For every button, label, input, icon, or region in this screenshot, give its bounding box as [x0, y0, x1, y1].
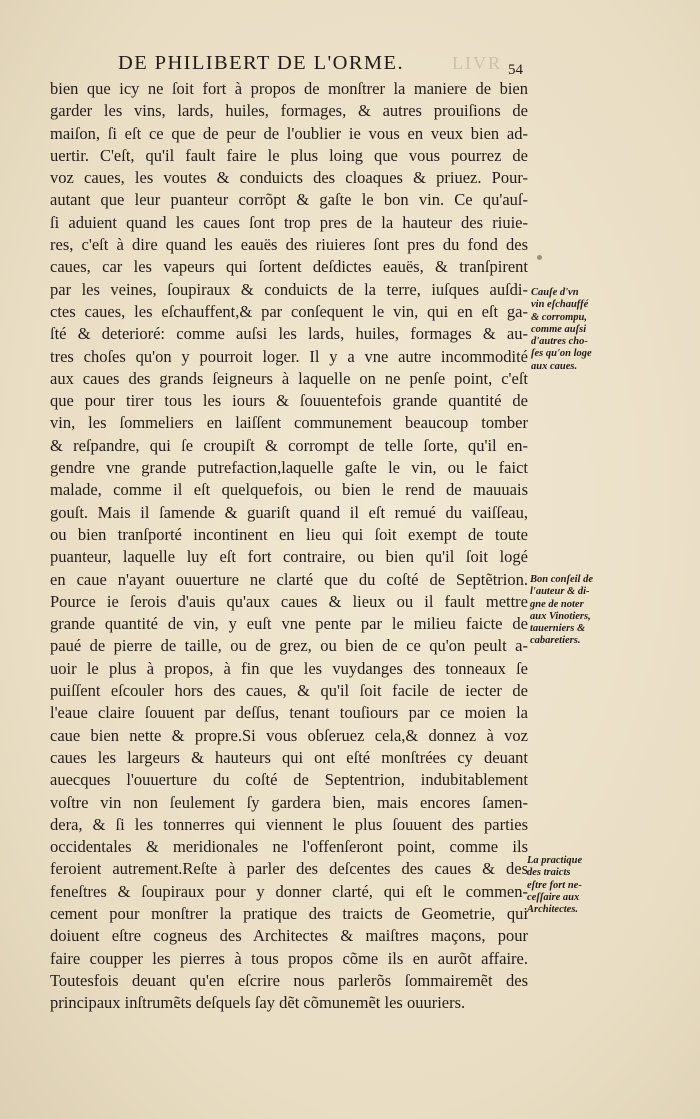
text-line: Toutesfois deuant qu'en eſcrire nous parlerõs ſommairemẽt des: [50, 970, 528, 990]
text-line: cement pour monſtrer la pratique des traicts de Geometrie, qui: [50, 903, 528, 923]
text-line: puiſſent eſcouler hors des caues, & qu'il ſoit facile de iecter de: [50, 681, 528, 701]
text-line: auecques l'ouuerture du coſté de Septentrion, indubitablement: [50, 770, 528, 790]
text-line: feroient autrement.Reſte à parler des deſcentes des caues & des: [50, 859, 528, 879]
text-line: gouſt. Mais il ſamende & guariſt quand il eſt remué du vaiſſeau,: [50, 502, 528, 522]
margin-note-line: eſtre fort ne-: [527, 879, 582, 891]
text-line: voſtre vin non ſeulement ſy gardera bien, mais encores ſamen-: [50, 792, 528, 812]
page-number: 54: [508, 62, 523, 78]
text-line: l'eaue claire ſouuent par deſſus, tenant touſiours par ce moien la: [50, 703, 528, 723]
text-line: garder les vins, lards, huiles, formages, & autres prouiſions de: [50, 101, 528, 121]
text-line: ſté & deterioré: comme auſsi les lards, huiles, formages & au-: [50, 324, 528, 344]
text-line: caue bien nette & propre.Si vous obſeruez cela,& donnez à voz: [50, 725, 528, 745]
margin-note-line: aux Vinotiers,: [530, 610, 591, 622]
bleed-through-text: LIVR: [452, 53, 502, 73]
text-line: grande quantité de vin, y euſt vne pente par le milieu faicte de: [50, 614, 528, 634]
text-line: res, c'eſt à dire quand les eauës des riuieres ſont pres du fond des: [50, 235, 528, 255]
text-line: malade, comme il eſt quelquefois, ou bien le rend de mauuais: [50, 480, 528, 500]
margin-note-line: gne de noter: [530, 598, 584, 610]
text-line: vin, les ſommeliers en laiſſent communement beaucoup tomber: [50, 413, 528, 433]
text-line: que pour tirer tous les iours & ſouuentefois grande quantité de: [50, 391, 528, 411]
text-line: occidentales & meridionales ne l'offenſeront point, comme ils: [50, 837, 528, 857]
text-line: feneſtres & ſoupiraux pour y donner clarté, qui eſt le commen-: [50, 881, 528, 901]
margin-note-line: tauerniers &: [530, 623, 586, 635]
text-line: uoir le plus à propos, à fin que les vuydanges des tonneaux ſe: [50, 658, 528, 678]
margin-note-line: vin eſchauffé: [531, 299, 589, 311]
text-line: caues les largeurs & hauteurs qui ont eſté monſtrées cy deuant: [50, 747, 528, 767]
text-line: doiuent eſtre cogneus des Architectes & maiſtres maçons, pour: [50, 926, 528, 946]
text-line: caues, car les vapeurs qui ſortent deſdictes eauës, & tranſpirent: [50, 257, 528, 277]
margin-note-line: La practique: [527, 855, 583, 866]
text-line: aux caues des grands ſeigneurs à laquelle on ne penſe point, c'eſt: [50, 368, 528, 388]
text-line: paué de pierre de taille, ou de grez, ou bien de ce qu'on peult a-: [50, 636, 528, 656]
margin-note-line: & corrompu,: [531, 311, 588, 323]
text-line: voz caues, les voutes & conduicts des cloaques & priuez. Pour-: [50, 168, 528, 188]
text-line: maiſon, ſi eſt ce que de peur de l'oublier ie vous en veux bien ad-: [50, 123, 528, 143]
text-line: ctes caues, les eſchauffent,& par conſequent le vin, qui en eſt ga-: [50, 301, 528, 321]
margin-note-line: Architectes.: [527, 904, 579, 916]
text-line: uertir. C'eſt, qu'il fault faire le plus loing que vous pourrez de: [50, 145, 528, 165]
text-line: tres choſes qu'on y pourroit loger. Il y a vne autre incommodité: [50, 346, 528, 366]
text-line: Pource ie ſerois d'auis qu'aux caues & lieux ou il fault mettre: [50, 591, 528, 611]
text-line: autant que leur puanteur corrõpt & gaſte le bon vin. Ce qu'auſ-: [50, 190, 528, 210]
text-line: bien que icy ne ſoit fort à propos de monſtrer la maniere de bien: [50, 79, 528, 98]
text-line: dera, & ſi les tonnerres qui viennent le plus ſouuent des parties: [50, 814, 528, 834]
text-line: ſi aduient quand les caues ſont trop pres de la hauteur des riuie-: [50, 212, 528, 232]
text-line: par les veines, ſoupiraux & conduicts de la terre, iuſques auſdi-: [50, 279, 528, 299]
text-line: puanteur, laquelle luy eſt fort contraire, ou bien qu'il ſoit logé: [50, 547, 528, 567]
margin-note-line: Bon conſeil de: [530, 574, 593, 585]
text-line: faire coupper les pierres à tous propos cõme ils en aurõt affaire.: [50, 948, 528, 968]
margin-note-cause: [531, 287, 609, 373]
text-line: & reſpandre, qui ſe croupiſt & corrompt de telle ſorte, qu'il en-: [50, 435, 528, 455]
margin-note-line: ceſſaire aux: [527, 891, 580, 903]
running-header: DE PHILIBERT DE L'ORME.: [118, 52, 404, 74]
margin-note-line: aux caues.: [531, 360, 578, 372]
margin-note-line: l'auteur & di-: [530, 586, 590, 598]
text-line: ou bien tranſporté incontinent en lieu qui ſoit exempt de toute: [50, 524, 528, 544]
margin-note-line: comme auſsi: [531, 323, 587, 335]
text-line: gendre vne grande putrefaction,laquelle gaſte le vin, ou le faict: [50, 458, 528, 478]
margin-note-line: cabaretiers.: [530, 635, 581, 647]
margin-note-line: Cauſe d'vn: [531, 287, 579, 298]
margin-note-line: des traicts: [527, 867, 571, 879]
margin-note-line: ſes qu'on loge: [531, 348, 592, 360]
margin-note-practique: [527, 855, 605, 916]
margin-note-conseil: [530, 574, 608, 648]
text-line: en caue n'ayant ouuerture ne clarté que du coſté de Septẽtrion.: [50, 569, 528, 589]
ink-dot: [537, 255, 542, 260]
margin-note-line: d'autres cho-: [531, 336, 588, 348]
body-text: [50, 78, 528, 1014]
text-line: principaux inſtrumẽts deſquels ſay dẽt cõmunemẽt les ouuriers.: [50, 993, 466, 1013]
